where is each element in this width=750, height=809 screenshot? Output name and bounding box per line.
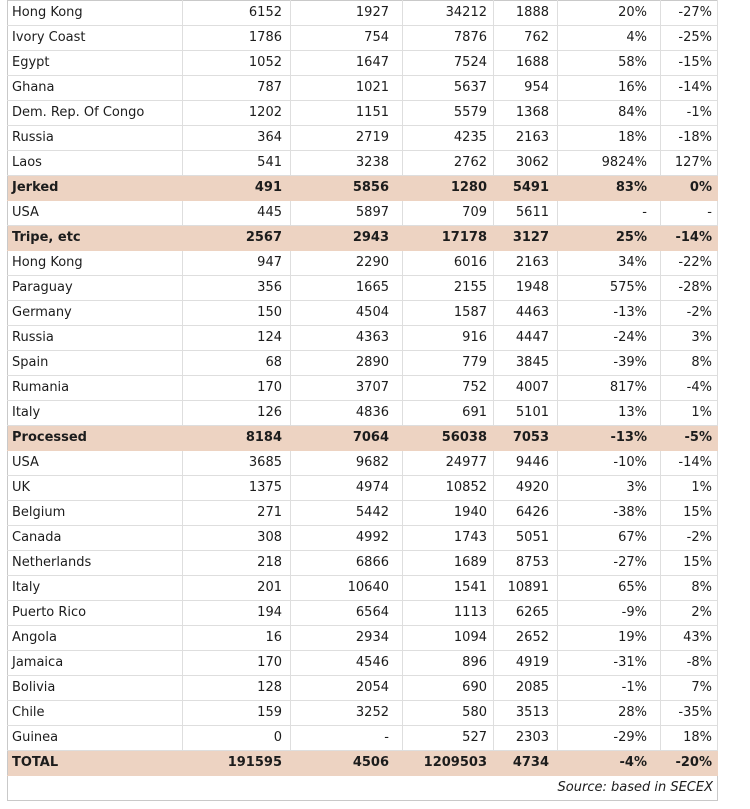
table-row — [8, 76, 718, 101]
value-cell-4: 5051 — [494, 526, 558, 551]
table-row — [8, 326, 718, 351]
percent-cell-2: -35% — [661, 701, 718, 726]
value-cell-2: 4363 — [291, 326, 403, 351]
percent-cell-2: -28% — [661, 276, 718, 301]
percent-cell-2: 1% — [661, 401, 718, 426]
value-cell-1: 124 — [183, 326, 291, 351]
table-row — [8, 101, 718, 126]
table-row — [8, 701, 718, 726]
value-cell-4: 5101 — [494, 401, 558, 426]
value-cell-4: 6426 — [494, 501, 558, 526]
percent-cell-1: 84% — [558, 101, 661, 126]
row-label: Germany — [8, 301, 183, 326]
value-cell-4: 1688 — [494, 51, 558, 76]
percent-cell-2: 8% — [661, 351, 718, 376]
value-cell-3: 580 — [403, 701, 494, 726]
percent-cell-2: 0% — [661, 176, 718, 201]
value-cell-3: 691 — [403, 401, 494, 426]
value-cell-2: 5897 — [291, 201, 403, 226]
percent-cell-2: 8% — [661, 576, 718, 601]
percent-cell-2: - — [661, 201, 718, 226]
row-label: Processed — [8, 426, 183, 451]
value-cell-1: 8184 — [183, 426, 291, 451]
row-label: Angola — [8, 626, 183, 651]
value-cell-3: 896 — [403, 651, 494, 676]
percent-cell-2: -4% — [661, 376, 718, 401]
section-row — [8, 176, 718, 201]
percent-cell-2: -2% — [661, 526, 718, 551]
value-cell-2: 2943 — [291, 226, 403, 251]
row-label: Laos — [8, 151, 183, 176]
value-cell-4: 4734 — [494, 751, 558, 776]
percent-cell-2: -8% — [661, 651, 718, 676]
value-cell-1: 1052 — [183, 51, 291, 76]
value-cell-1: 3685 — [183, 451, 291, 476]
value-cell-3: 1689 — [403, 551, 494, 576]
table-row — [8, 451, 718, 476]
percent-cell-2: 18% — [661, 726, 718, 751]
row-label: USA — [8, 201, 183, 226]
table-row — [8, 651, 718, 676]
value-cell-4: 9446 — [494, 451, 558, 476]
row-label: Puerto Rico — [8, 601, 183, 626]
value-cell-4: 5491 — [494, 176, 558, 201]
value-cell-2: 6866 — [291, 551, 403, 576]
value-cell-1: 218 — [183, 551, 291, 576]
percent-cell-2: -20% — [661, 751, 718, 776]
value-cell-4: 762 — [494, 26, 558, 51]
percent-cell-1: 65% — [558, 576, 661, 601]
value-cell-2: 9682 — [291, 451, 403, 476]
value-cell-1: 68 — [183, 351, 291, 376]
value-cell-1: 159 — [183, 701, 291, 726]
value-cell-4: 2163 — [494, 126, 558, 151]
value-cell-2: 5856 — [291, 176, 403, 201]
value-cell-4: 4007 — [494, 376, 558, 401]
value-cell-1: 128 — [183, 676, 291, 701]
value-cell-1: 150 — [183, 301, 291, 326]
value-cell-1: 1202 — [183, 101, 291, 126]
percent-cell-2: 127% — [661, 151, 718, 176]
percent-cell-2: -14% — [661, 451, 718, 476]
value-cell-3: 34212 — [403, 1, 494, 26]
value-cell-3: 779 — [403, 351, 494, 376]
value-cell-3: 1587 — [403, 301, 494, 326]
value-cell-2: 4974 — [291, 476, 403, 501]
value-cell-3: 1541 — [403, 576, 494, 601]
value-cell-4: 3845 — [494, 351, 558, 376]
table-row — [8, 26, 718, 51]
value-cell-1: 1786 — [183, 26, 291, 51]
value-cell-1: 787 — [183, 76, 291, 101]
percent-cell-2: -14% — [661, 226, 718, 251]
table-row — [8, 126, 718, 151]
value-cell-3: 5579 — [403, 101, 494, 126]
value-cell-2: 10640 — [291, 576, 403, 601]
percent-cell-1: 3% — [558, 476, 661, 501]
value-cell-1: 2567 — [183, 226, 291, 251]
value-cell-1: 0 — [183, 726, 291, 751]
row-label: UK — [8, 476, 183, 501]
value-cell-2: 3252 — [291, 701, 403, 726]
table-row — [8, 626, 718, 651]
value-cell-2: 2054 — [291, 676, 403, 701]
source-row — [8, 776, 718, 801]
table-row — [8, 351, 718, 376]
value-cell-4: 4463 — [494, 301, 558, 326]
trade-export-table-container — [7, 0, 718, 801]
value-cell-3: 916 — [403, 326, 494, 351]
table-row — [8, 201, 718, 226]
value-cell-2: - — [291, 726, 403, 751]
percent-cell-1: 9824% — [558, 151, 661, 176]
value-cell-2: 4836 — [291, 401, 403, 426]
value-cell-2: 1647 — [291, 51, 403, 76]
percent-cell-2: -2% — [661, 301, 718, 326]
value-cell-2: 1927 — [291, 1, 403, 26]
value-cell-1: 16 — [183, 626, 291, 651]
table-row — [8, 501, 718, 526]
value-cell-4: 3127 — [494, 226, 558, 251]
percent-cell-2: 15% — [661, 501, 718, 526]
value-cell-1: 308 — [183, 526, 291, 551]
percent-cell-1: -1% — [558, 676, 661, 701]
table-row — [8, 476, 718, 501]
value-cell-4: 954 — [494, 76, 558, 101]
value-cell-2: 1665 — [291, 276, 403, 301]
percent-cell-1: 4% — [558, 26, 661, 51]
value-cell-2: 3707 — [291, 376, 403, 401]
value-cell-2: 4504 — [291, 301, 403, 326]
percent-cell-1: 34% — [558, 251, 661, 276]
percent-cell-2: 15% — [661, 551, 718, 576]
row-label: Jerked — [8, 176, 183, 201]
value-cell-2: 754 — [291, 26, 403, 51]
value-cell-4: 4447 — [494, 326, 558, 351]
row-label: Italy — [8, 576, 183, 601]
value-cell-3: 1113 — [403, 601, 494, 626]
row-label: Tripe, etc — [8, 226, 183, 251]
percent-cell-1: 20% — [558, 1, 661, 26]
row-label: Chile — [8, 701, 183, 726]
percent-cell-1: 83% — [558, 176, 661, 201]
table-row — [8, 251, 718, 276]
value-cell-1: 1375 — [183, 476, 291, 501]
value-cell-1: 445 — [183, 201, 291, 226]
value-cell-4: 10891 — [494, 576, 558, 601]
percent-cell-1: -13% — [558, 426, 661, 451]
value-cell-4: 1948 — [494, 276, 558, 301]
value-cell-2: 1021 — [291, 76, 403, 101]
percent-cell-1: 18% — [558, 126, 661, 151]
value-cell-4: 1368 — [494, 101, 558, 126]
value-cell-3: 2155 — [403, 276, 494, 301]
value-cell-3: 2762 — [403, 151, 494, 176]
value-cell-3: 527 — [403, 726, 494, 751]
value-cell-2: 5442 — [291, 501, 403, 526]
percent-cell-1: -31% — [558, 651, 661, 676]
row-label: TOTAL — [8, 751, 183, 776]
table-row — [8, 301, 718, 326]
value-cell-1: 170 — [183, 376, 291, 401]
row-label: Egypt — [8, 51, 183, 76]
percent-cell-1: 817% — [558, 376, 661, 401]
value-cell-4: 6265 — [494, 601, 558, 626]
table-row — [8, 551, 718, 576]
percent-cell-1: 58% — [558, 51, 661, 76]
value-cell-4: 2303 — [494, 726, 558, 751]
value-cell-3: 1094 — [403, 626, 494, 651]
table-body — [8, 1, 718, 776]
row-label: Dem. Rep. Of Congo — [8, 101, 183, 126]
value-cell-2: 4546 — [291, 651, 403, 676]
value-cell-3: 56038 — [403, 426, 494, 451]
row-label: Belgium — [8, 501, 183, 526]
table-row — [8, 276, 718, 301]
row-label: Rumania — [8, 376, 183, 401]
row-label: Hong Kong — [8, 1, 183, 26]
value-cell-3: 752 — [403, 376, 494, 401]
percent-cell-2: -18% — [661, 126, 718, 151]
percent-cell-1: 13% — [558, 401, 661, 426]
value-cell-2: 2290 — [291, 251, 403, 276]
percent-cell-2: -1% — [661, 101, 718, 126]
percent-cell-1: -24% — [558, 326, 661, 351]
value-cell-2: 4506 — [291, 751, 403, 776]
percent-cell-1: -10% — [558, 451, 661, 476]
value-cell-4: 8753 — [494, 551, 558, 576]
percent-cell-2: 7% — [661, 676, 718, 701]
value-cell-4: 5611 — [494, 201, 558, 226]
value-cell-3: 690 — [403, 676, 494, 701]
value-cell-3: 7876 — [403, 26, 494, 51]
percent-cell-1: -4% — [558, 751, 661, 776]
value-cell-1: 491 — [183, 176, 291, 201]
value-cell-4: 1888 — [494, 1, 558, 26]
value-cell-1: 201 — [183, 576, 291, 601]
value-cell-2: 2890 — [291, 351, 403, 376]
value-cell-4: 2163 — [494, 251, 558, 276]
value-cell-2: 2719 — [291, 126, 403, 151]
row-label: Ghana — [8, 76, 183, 101]
value-cell-3: 7524 — [403, 51, 494, 76]
row-label: Russia — [8, 126, 183, 151]
table-row — [8, 151, 718, 176]
percent-cell-1: -38% — [558, 501, 661, 526]
value-cell-2: 7064 — [291, 426, 403, 451]
percent-cell-2: 2% — [661, 601, 718, 626]
percent-cell-2: -5% — [661, 426, 718, 451]
value-cell-2: 4992 — [291, 526, 403, 551]
percent-cell-1: 28% — [558, 701, 661, 726]
row-label: Canada — [8, 526, 183, 551]
table-row — [8, 526, 718, 551]
value-cell-1: 356 — [183, 276, 291, 301]
value-cell-1: 191595 — [183, 751, 291, 776]
percent-cell-2: -25% — [661, 26, 718, 51]
percent-cell-1: -29% — [558, 726, 661, 751]
table-row — [8, 1, 718, 26]
value-cell-2: 2934 — [291, 626, 403, 651]
value-cell-1: 947 — [183, 251, 291, 276]
value-cell-3: 1209503 — [403, 751, 494, 776]
table-row — [8, 376, 718, 401]
table-row — [8, 726, 718, 751]
value-cell-1: 170 — [183, 651, 291, 676]
row-label: Guinea — [8, 726, 183, 751]
percent-cell-1: 67% — [558, 526, 661, 551]
percent-cell-2: -15% — [661, 51, 718, 76]
value-cell-3: 10852 — [403, 476, 494, 501]
percent-cell-2: -14% — [661, 76, 718, 101]
value-cell-3: 17178 — [403, 226, 494, 251]
value-cell-2: 1151 — [291, 101, 403, 126]
percent-cell-1: - — [558, 201, 661, 226]
value-cell-3: 1280 — [403, 176, 494, 201]
value-cell-4: 3062 — [494, 151, 558, 176]
value-cell-4: 7053 — [494, 426, 558, 451]
value-cell-3: 1743 — [403, 526, 494, 551]
value-cell-4: 3513 — [494, 701, 558, 726]
row-label: USA — [8, 451, 183, 476]
value-cell-1: 126 — [183, 401, 291, 426]
source-note: Source: based in SECEX — [557, 780, 713, 795]
value-cell-2: 6564 — [291, 601, 403, 626]
value-cell-3: 4235 — [403, 126, 494, 151]
table-row — [8, 601, 718, 626]
value-cell-3: 709 — [403, 201, 494, 226]
percent-cell-1: -9% — [558, 601, 661, 626]
value-cell-3: 5637 — [403, 76, 494, 101]
value-cell-4: 2652 — [494, 626, 558, 651]
percent-cell-2: -22% — [661, 251, 718, 276]
row-label: Hong Kong — [8, 251, 183, 276]
value-cell-1: 271 — [183, 501, 291, 526]
trade-export-table — [7, 0, 718, 801]
value-cell-4: 4919 — [494, 651, 558, 676]
row-label: Jamaica — [8, 651, 183, 676]
row-label: Russia — [8, 326, 183, 351]
value-cell-1: 541 — [183, 151, 291, 176]
percent-cell-2: 1% — [661, 476, 718, 501]
row-label: Spain — [8, 351, 183, 376]
value-cell-3: 24977 — [403, 451, 494, 476]
section-row — [8, 426, 718, 451]
percent-cell-1: -13% — [558, 301, 661, 326]
section-row — [8, 751, 718, 776]
percent-cell-1: 25% — [558, 226, 661, 251]
percent-cell-1: -39% — [558, 351, 661, 376]
row-label: Netherlands — [8, 551, 183, 576]
table-row — [8, 576, 718, 601]
value-cell-1: 194 — [183, 601, 291, 626]
value-cell-3: 6016 — [403, 251, 494, 276]
section-row — [8, 226, 718, 251]
percent-cell-1: 575% — [558, 276, 661, 301]
percent-cell-2: 3% — [661, 326, 718, 351]
value-cell-4: 4920 — [494, 476, 558, 501]
table-row — [8, 401, 718, 426]
percent-cell-1: 19% — [558, 626, 661, 651]
percent-cell-1: -27% — [558, 551, 661, 576]
percent-cell-1: 16% — [558, 76, 661, 101]
row-label: Italy — [8, 401, 183, 426]
value-cell-3: 1940 — [403, 501, 494, 526]
row-label: Paraguay — [8, 276, 183, 301]
table-row — [8, 51, 718, 76]
value-cell-4: 2085 — [494, 676, 558, 701]
table-row — [8, 676, 718, 701]
percent-cell-2: 43% — [661, 626, 718, 651]
percent-cell-2: -27% — [661, 1, 718, 26]
row-label: Ivory Coast — [8, 26, 183, 51]
row-label: Bolivia — [8, 676, 183, 701]
value-cell-2: 3238 — [291, 151, 403, 176]
value-cell-1: 6152 — [183, 1, 291, 26]
value-cell-1: 364 — [183, 126, 291, 151]
